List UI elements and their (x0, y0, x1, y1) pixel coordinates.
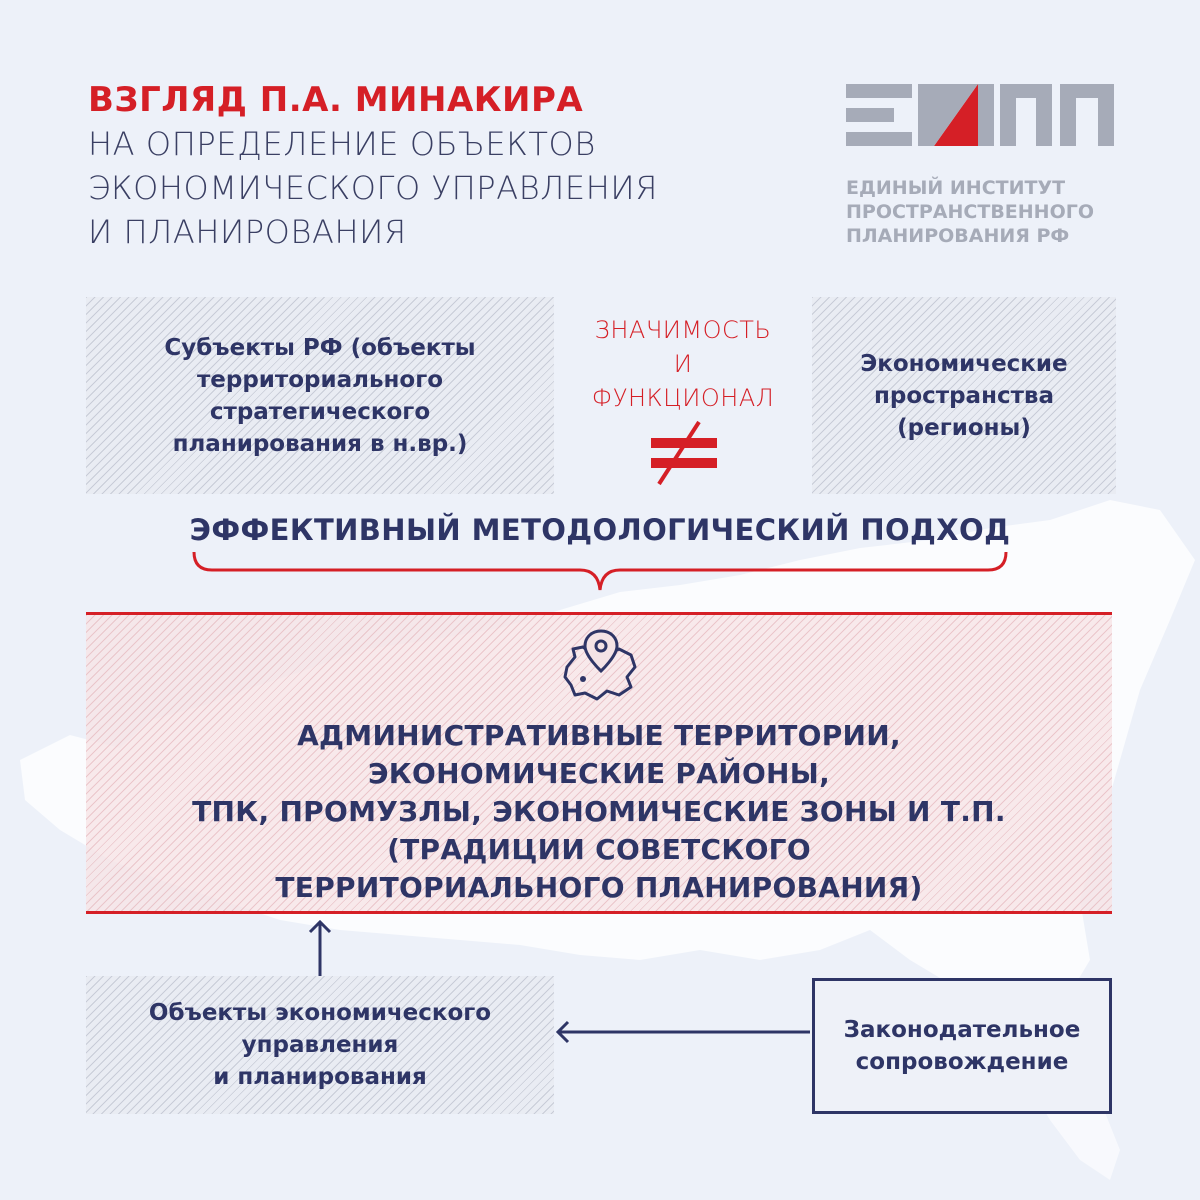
box-line: (регионы) (897, 414, 1031, 441)
band-line: (ТРАДИЦИИ СОВЕТСКОГО (387, 833, 811, 866)
subjects-rf-box (86, 297, 554, 494)
title-line: И ПЛАНИРОВАНИЯ (88, 213, 407, 251)
band-line: ТЕРРИТОРИАЛЬНОГО ПЛАНИРОВАНИЯ) (275, 871, 923, 904)
eipp-logo-icon (846, 84, 1116, 146)
management-objects-box (86, 976, 554, 1114)
box-line: управления (241, 1032, 399, 1058)
band-line: ТПК, ПРОМУЗЛЫ, ЭКОНОМИЧЕСКИЕ ЗОНЫ И Т.П. (192, 795, 1006, 828)
subjects-rf-text (164, 332, 475, 460)
logo-text-line: ПЛАНИРОВАНИЯ РФ (846, 225, 1070, 247)
box-line: сопровождение (855, 1049, 1069, 1075)
legislative-support-box (812, 978, 1112, 1114)
logo-text-line: ПРОСТРАНСТВЕННОГО (846, 201, 1094, 223)
band-line: АДМИНИСТРАТИВНЫЕ ТЕРРИТОРИИ, (297, 719, 901, 752)
economic-spaces-text (860, 348, 1067, 444)
page-title (88, 78, 808, 254)
management-objects-text (149, 997, 491, 1093)
title-line: НА ОПРЕДЕЛЕНИЕ ОБЪЕКТОВ (88, 125, 596, 163)
box-line: и планирования (213, 1064, 427, 1090)
box-line: стратегического (209, 398, 431, 425)
arrow-left-icon (554, 1018, 812, 1046)
significance-label (556, 313, 810, 415)
band-line: ЭКОНОМИЧЕСКИЕ РАЙОНЫ, (367, 757, 831, 790)
legislative-support-text (844, 1014, 1081, 1078)
box-line: Экономические (860, 350, 1068, 377)
box-line: пространства (873, 382, 1055, 409)
middle-line: И (673, 350, 693, 378)
box-line: Субъекты РФ (объекты (164, 334, 476, 361)
title-line: ЭКОНОМИЧЕСКОГО УПРАВЛЕНИЯ (88, 169, 658, 207)
box-line: планирования в н.вр.) (172, 430, 468, 457)
main-objects-text (86, 717, 1112, 907)
not-equal-icon (651, 420, 717, 486)
curly-brace-icon (190, 548, 1010, 594)
logo-text-line: ЕДИНЫЙ ИНСТИТУТ (846, 177, 1066, 199)
arrow-up-icon (306, 918, 334, 978)
box-line: Объекты экономического (148, 1000, 492, 1026)
box-line: Законодательное (843, 1017, 1081, 1043)
title-highlight: ВЗГЛЯД П.А. МИНАКИРА (88, 80, 584, 120)
logo-caption (846, 176, 1146, 248)
map-pin-region-icon (561, 627, 639, 705)
box-line: территориального (196, 366, 444, 393)
middle-line: ФУНКЦИОНАЛ (591, 384, 775, 412)
middle-line: ЗНАЧИМОСТЬ (594, 316, 772, 344)
approach-heading: ЭФФЕКТИВНЫЙ МЕТОДОЛОГИЧЕСКИЙ ПОДХОД (189, 513, 1011, 547)
economic-spaces-box (812, 297, 1116, 494)
